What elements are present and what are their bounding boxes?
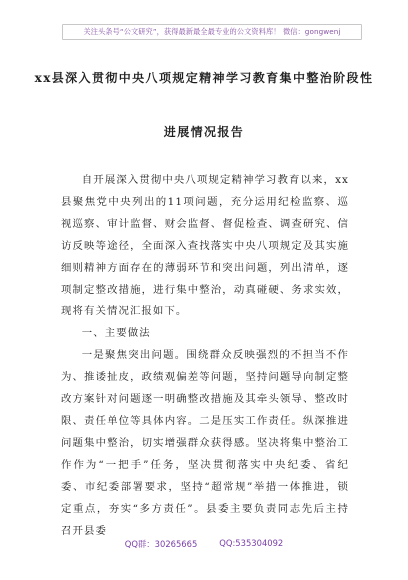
body-paragraph: 一是聚焦突出问题。围绕群众反映强烈的不担当不作为、推诿扯皮，政绩观偏差等问题，坚持问题导向制定整改方案针对问题逐一明确整改措施及其牵头领导、整改时限、责任单位等具体内容。二是压实工作责任。纵深推进问题集中整治，切实增强群众获得感。坚决将集中整治工作作为“一把手”任务，坚决贯彻落实中央纪委、省纪委、市纪委部署要求，坚持“超常规”举措一体推进，锁定重点，夯实“多方责任”。县委主要负责同志先后主持召开县委: [61, 349, 349, 537]
promo-banner: [62, 24, 362, 40]
document-title-line1: xx县深入贯彻中央八项规定精神学习教育集中整治阶段性: [34, 71, 374, 85]
intro-paragraph: 自开展深入贯彻中央八项规定精神学习教育以来，xx县聚焦党中央列出的11项问题，充分运用纪检监察、巡视巡察、审计监督、财会监督、督促检查、调查研究、信访反映等途径，全面深入查找落实中央八项规定及其实施细则精神方面存在的薄弱环节和突出问题，列出清单，逐项制定整改措施，进行集中整治，动真碰硬、务求实效，现将有关情况汇报如下。: [61, 174, 349, 318]
footer-qq-group: QQ群：30265665: [124, 539, 198, 549]
promo-banner-text: 关注头条号“公文研究”，获得最新最全最专业的公文资料库！ 微信：gongwenj: [83, 27, 341, 36]
section-heading-main-practices: 一、主要做法: [81, 327, 151, 340]
document-title-line2: 进展情况报告: [163, 125, 245, 139]
document-body: [61, 170, 349, 542]
footer-qq: QQ:535304092: [219, 538, 284, 548]
footer-contact: [0, 538, 408, 552]
